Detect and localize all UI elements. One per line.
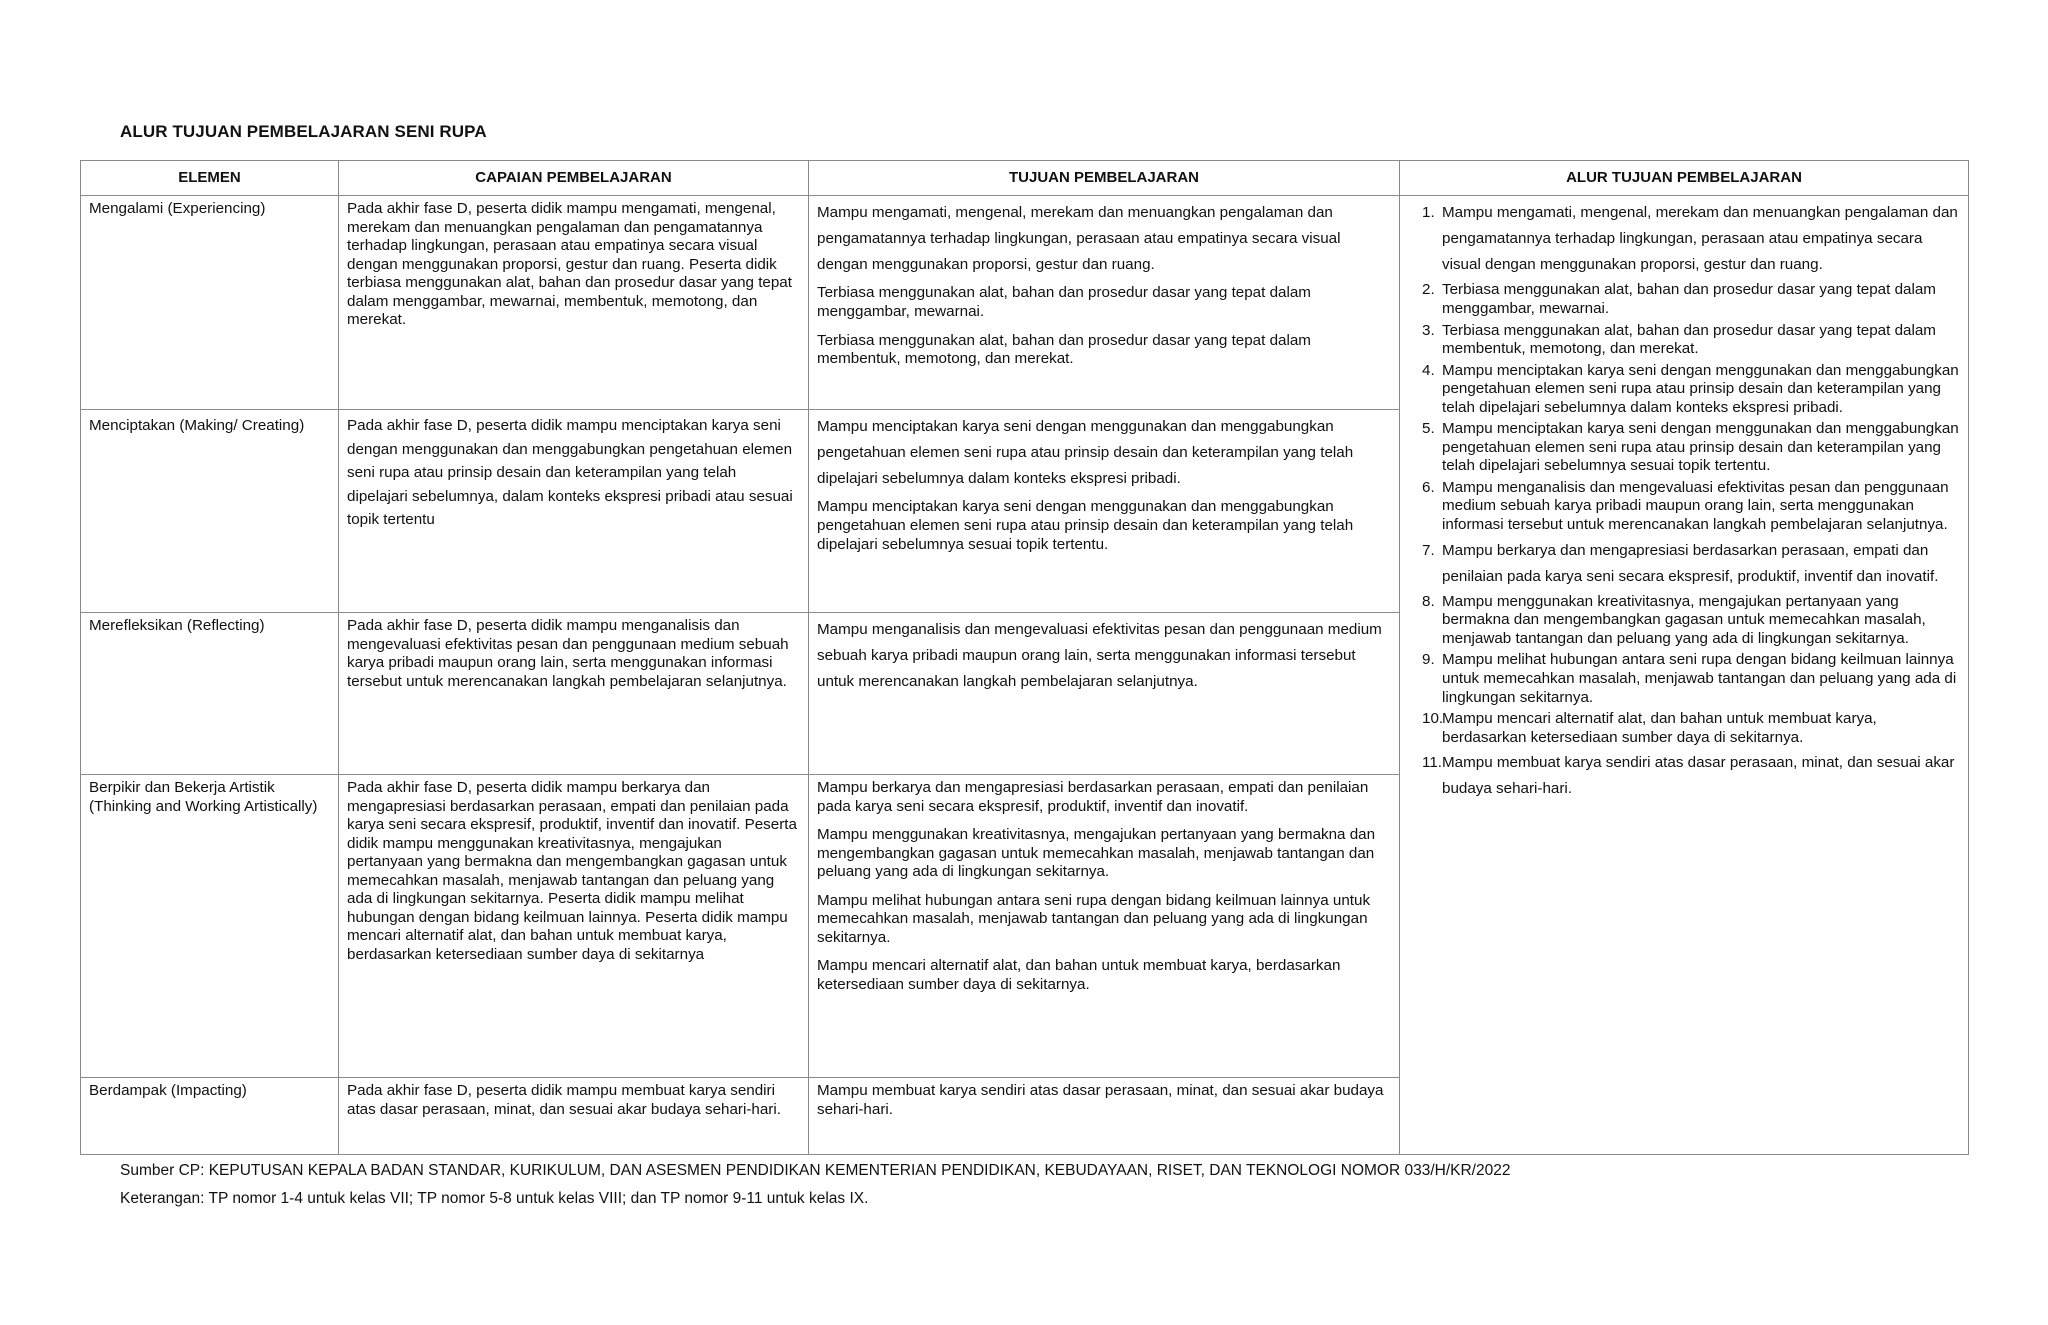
capaian-cell: Pada akhir fase D, peserta didik mampu mengamati, mengenal, merekam dan menuangkan pengalaman dan pengamatannya terhadap lingkungan, perasaan atau empatinya secara visual dengan menggunakan proporsi, gestur dan ruang. Peserta didik terbiasa menggunakan alat, bahan dan prosedur dasar yang tepat dalam menggambar, mewarnai, membentuk, memotong, dan merekat. [339, 196, 809, 410]
header-tujuan: TUJUAN PEMBELAJARAN [809, 161, 1400, 196]
tujuan-cell [809, 1078, 1400, 1155]
tujuan-item: Mampu menganalisis dan mengevaluasi efektivitas pesan dan penggunaan medium sebuah karya pribadi maupun orang lain, serta menggunakan informasi tersebut untuk merencanakan langkah pembelajaran selanjutnya. [817, 621, 1382, 691]
tujuan-item: Mampu berkarya dan mengapresiasi berdasarkan perasaan, empati dan penilaian pada karya seni secara ekspresif, produktif, inventif dan inovatif. [817, 779, 1369, 815]
alur-item: 9. Mampu melihat hubungan antara seni rupa dengan bidang keilmuan lainnya untuk memecahkan masalah, menjawab tantangan dan peluang yang ada di lingkungan sekitarnya. [1422, 651, 1957, 706]
tujuan-item: Mampu mengamati, mengenal, merekam dan menuangkan pengalaman dan pengamatannya terhadap lingkungan, perasaan atau empatinya secara visual dengan menggunakan proporsi, gestur dan ruang. [817, 204, 1341, 274]
alur-cell [1400, 196, 1969, 1155]
tujuan-item: Mampu menciptakan karya seni dengan menggunakan dan menggabungkan pengetahuan elemen seni rupa atau prinsip desain dan keterampilan yang telah dipelajari sebelumnya dalam konteks ekspresi pribadi. [817, 418, 1354, 488]
grade-note: Keterangan: TP nomor 1-4 untuk kelas VII; TP nomor 5-8 untuk kelas VIII; dan TP nomor 9-11 untuk kelas IX. [120, 1190, 869, 1207]
tujuan-item: Terbiasa menggunakan alat, bahan dan prosedur dasar yang tepat dalam menggambar, mewarnai. [817, 284, 1311, 320]
alur-item: 10. Mampu mencari alternatif alat, dan bahan untuk membuat karya, berdasarkan ketersediaan sumber daya di sekitarnya. [1422, 710, 1877, 746]
tujuan-cell [809, 613, 1400, 775]
alur-item: 8. Mampu menggunakan kreativitasnya, mengajukan pertanyaan yang bermakna dan mengembangkan gagasan untuk memecahkan masalah, menjawab tantangan dan peluang yang ada di lingkungan sekitarnya. [1422, 592, 1926, 647]
tujuan-cell [809, 196, 1400, 410]
elemen-cell: Menciptakan (Making/ Creating) [81, 410, 339, 613]
source-note: Sumber CP: KEPUTUSAN KEPALA BADAN STANDAR, KURIKULUM, DAN ASESMEN PENDIDIKAN KEMENTERIAN PENDIDIKAN, KEBUDAYAAN, RISET, DAN TEKNOLOGI NOMOR 033/H/KR/2022 [120, 1162, 1511, 1179]
alur-list [1408, 200, 1960, 802]
tujuan-cell [809, 775, 1400, 1078]
alur-item: 4. Mampu menciptakan karya seni dengan menggunakan dan menggabungkan pengetahuan elemen seni rupa atau prinsip desain dan keterampilan yang telah dipelajari sebelumnya dalam konteks ekspresi pribadi. [1422, 361, 1959, 416]
capaian-cell: Pada akhir fase D, peserta didik mampu menciptakan karya seni dengan menggunakan dan menggabungkan pengetahuan elemen seni rupa atau prinsip desain dan keterampilan yang telah dipelajari sebelumnya, dalam konteks ekspresi pribadi atau sesuai topik tertentu [339, 410, 809, 613]
elemen-cell: Merefleksikan (Reflecting) [81, 613, 339, 775]
alur-item: 1. Mampu mengamati, mengenal, merekam dan menuangkan pengalaman dan pengamatannya terhadap lingkungan, perasaan atau empatinya secara visual dengan menggunakan proporsi, gestur dan ruang. [1422, 204, 1958, 274]
alur-item: 5. Mampu menciptakan karya seni dengan menggunakan dan menggabungkan pengetahuan elemen seni rupa atau prinsip desain dan keterampilan yang telah dipelajari sebelumnya sesuai topik tertentu. [1422, 420, 1959, 475]
table-header-row [81, 161, 1969, 196]
tujuan-item: Mampu menciptakan karya seni dengan menggunakan dan menggabungkan pengetahuan elemen seni rupa atau prinsip desain dan keterampilan yang telah dipelajari sebelumnya sesuai topik tertentu. [817, 498, 1354, 553]
header-elemen: ELEMEN [81, 161, 339, 196]
elemen-cell: Berpikir dan Bekerja Artistik (Thinking and Working Artistically) [81, 775, 339, 1078]
elemen-cell: Berdampak (Impacting) [81, 1078, 339, 1155]
header-capaian: CAPAIAN PEMBELAJARAN [339, 161, 809, 196]
header-alur: ALUR TUJUAN PEMBELAJARAN [1400, 161, 1969, 196]
alur-item: 6. Mampu menganalisis dan mengevaluasi efektivitas pesan dan penggunaan medium sebuah karya pribadi maupun orang lain, serta menggunakan informasi tersebut untuk merencanakan langkah pembelajaran selanjutnya. [1422, 478, 1949, 533]
document-title: ALUR TUJUAN PEMBELAJARAN SENI RUPA [120, 122, 487, 141]
alur-item: 11. Mampu membuat karya sendiri atas dasar perasaan, minat, dan sesuai akar budaya sehari-hari. [1422, 754, 1955, 798]
tujuan-item: Mampu mencari alternatif alat, dan bahan untuk membuat karya, berdasarkan ketersediaan sumber daya di sekitarnya. [817, 957, 1341, 993]
tujuan-item: Terbiasa menggunakan alat, bahan dan prosedur dasar yang tepat dalam membentuk, memotong, dan merekat. [817, 331, 1311, 368]
alur-item: 3. Terbiasa menggunakan alat, bahan dan prosedur dasar yang tepat dalam membentuk, memotong, dan merekat. [1422, 321, 1936, 358]
alur-item: 2. Terbiasa menggunakan alat, bahan dan prosedur dasar yang tepat dalam menggambar, mewarnai. [1422, 281, 1936, 317]
table-row [81, 196, 1969, 410]
alur-item: 7. Mampu berkarya dan mengapresiasi berdasarkan perasaan, empati dan penilaian pada karya seni secara ekspresif, produktif, inventif dan inovatif. [1422, 541, 1939, 585]
elemen-cell: Mengalami (Experiencing) [81, 196, 339, 410]
tujuan-cell [809, 410, 1400, 613]
tujuan-item: Mampu melihat hubungan antara seni rupa dengan bidang keilmuan lainnya untuk memecahkan masalah, menjawab tantangan dan peluang yang ada di lingkungan sekitarnya. [817, 891, 1371, 946]
capaian-cell: Pada akhir fase D, peserta didik mampu membuat karya sendiri atas dasar perasaan, minat, dan sesuai akar budaya sehari-hari. [339, 1078, 809, 1155]
capaian-cell: Pada akhir fase D, peserta didik mampu menganalisis dan mengevaluasi efektivitas pesan dan penggunaan medium sebuah karya pribadi maupun orang lain, serta menggunakan informasi tersebut untuk merencanakan langkah pembelajaran selanjutnya. [339, 613, 809, 775]
learning-flow-table [80, 160, 1969, 1155]
tujuan-item: Mampu membuat karya sendiri atas dasar perasaan, minat, dan sesuai akar budaya sehari-hari. [817, 1082, 1384, 1118]
tujuan-item: Mampu menggunakan kreativitasnya, mengajukan pertanyaan yang bermakna dan mengembangkan gagasan untuk memecahkan masalah, menjawab tantangan dan peluang yang ada di lingkungan sekitarnya. [817, 826, 1376, 881]
capaian-cell: Pada akhir fase D, peserta didik mampu berkarya dan mengapresiasi berdasarkan perasaan, empati dan penilaian pada karya seni secara ekspresif, produktif, inventif dan inovatif. Peserta didik mampu menggunakan kreativitasnya, mengajukan pertanyaan yang bermakna dan mengembangkan gagasan untuk memecahkan masalah, menjawab tantangan dan peluang yang ada di lingkungan sekitarnya. Peserta didik mampu melihat hubungan dengan bidang keilmuan lainnya. Peserta didik mampu mencari alternatif alat, dan bahan untuk membuat karya, berdasarkan ketersediaan sumber daya di sekitarnya [339, 775, 809, 1078]
